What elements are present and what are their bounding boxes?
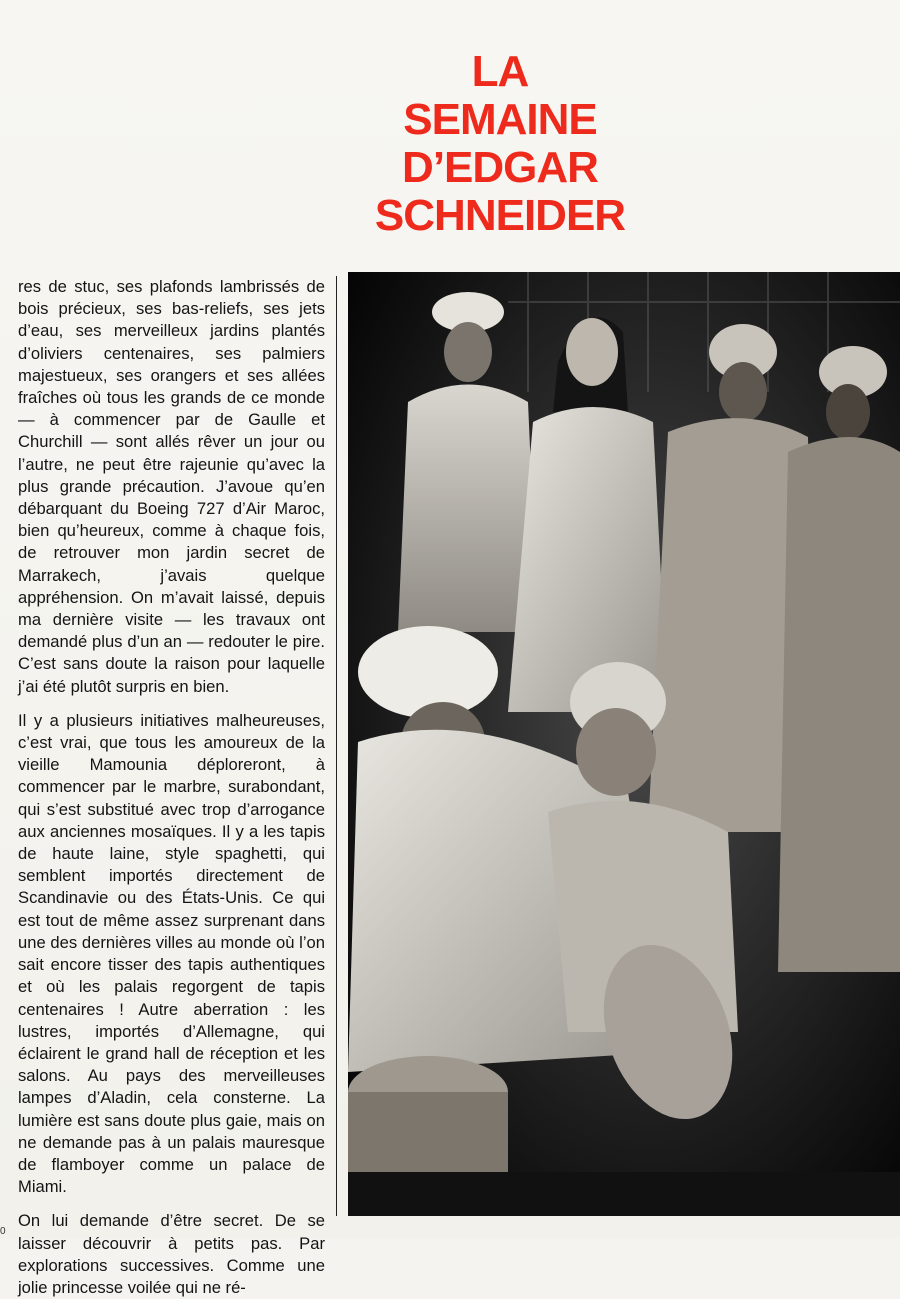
- article-paragraph-1: res de stuc, ses plafonds lambrissés de bois précieux, ses bas-reliefs, ses jets d’eau, ses merveilleux jardins plantés d’oliviers centenaires, ses palmiers majestueux, ses orangers et ses allées fraîches où tous les grands de ce monde — à commencer par de Gaulle et Churchill — sont allés rêver un jour ou l’autre, ne peut être rajeunie qu’avec la plus grande précaution. J’avoue qu’en débarquant du Boeing 727 d’Air Maroc, bien qu’heureux, comme à chaque fois, de retrouver mon jardin secret de Marrakech, j’avais quelque appréhension. On m’avait laissé, depuis ma dernière visite — les travaux ont demandé plus d’un an — redouter le pire. C’est sans doute la raison pour laquelle j’ai été plutôt surpris en bien.: [18, 277, 325, 696]
- title-line-2: SEMAINE: [403, 95, 597, 144]
- page-number: 0: [0, 1226, 6, 1237]
- title-line-4: SCHNEIDER: [374, 191, 626, 240]
- photo-illustration: [348, 272, 900, 1216]
- title-line-1: LA: [471, 47, 529, 96]
- article-paragraph-3: On lui demande d’être secret. De se laisser découvrir à petits pas. Par explorations successives. Comme une jolie princesse voilée qui ne ré-: [18, 1211, 325, 1297]
- article-text-column: [18, 276, 325, 1297]
- title-line-3: D’EDGAR: [402, 143, 598, 192]
- column-divider: [336, 276, 337, 1216]
- article-photograph: [348, 272, 900, 1216]
- article-title: [340, 48, 660, 240]
- article-paragraph-2: Il y a plusieurs initiatives malheureuses, c’est vrai, que tous les amoureux de la vieille Mamounia déploreront, à commencer par le marbre, surabondant, qui s’est substitué avec trop d’arrogance aux anciennes mosaïques. Il y a les tapis de haute laine, style spaghetti, qui semblent importés directement de Scandinavie ou des États-Unis. Ce qui est tout de même assez surprenant dans une des dernières villes au monde où l’on sait encore tisser des tapis authentiques et où les palais regorgent de tapis centenaires ! Autre aberration : les lustres, importés d’Allemagne, qui éclairent le grand hall de réception et les salons. Au pays des merveilleuses lampes d’Aladin, cela consterne. La lumière est sans doute plus gaie, mais on ne demande pas à un palais mauresque de flamboyer comme un palace de Miami.: [18, 710, 325, 1197]
